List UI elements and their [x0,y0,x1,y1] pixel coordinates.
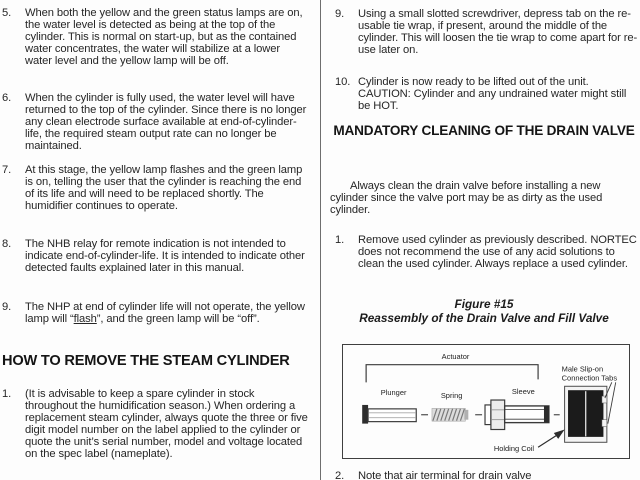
item-number: 7. [2,164,12,176]
list-item-1-left [2,388,308,461]
actuator-bracket [366,365,538,383]
item-text-after: ”, and the green lamp will be “off”. [96,313,260,326]
item-number: 1. [2,388,12,400]
connection-tab-top [602,396,607,403]
item-number: 6. [2,92,12,104]
item-text: Note that air terminal for drain valve [358,470,532,480]
spring-label: Spring [440,391,463,401]
list-item-7 [2,164,308,212]
list-item-8 [2,238,308,274]
item-text: Remove used cylinder as previously described. NORTEC does not recommend the use of any acid solutions to clean the used cylinder. Always replace a used cylinder. [358,234,637,271]
list-item-10 [330,76,638,112]
sleeve-label: Sleeve [511,387,535,397]
underlined-word: flash [73,313,97,326]
figure-caption-number: Figure #15 [454,297,514,311]
drain-valve-diagram [343,345,629,458]
spring-graphic [432,408,468,421]
column-divider [320,0,321,480]
item-number: 9. [2,301,12,313]
holding-coil-arrowhead-icon [554,430,565,439]
plunger-graphic [362,405,416,424]
item-number: 1. [335,234,345,246]
plunger-label: Plunger [380,388,407,398]
section-heading-remove-cylinder: HOW TO REMOVE THE STEAM CYLINDER [2,353,290,369]
section-heading-cleaning-drain-valve: MANDATORY CLEANING OF THE DRAIN VALVE [333,123,635,138]
connection-tab-bottom [602,420,607,427]
item-number: 5. [2,7,12,19]
item-text: (It is advisable to keep a spare cylinder in stock throughout the humidification season.) When ordering a replacement steam cylinder, always quote the three or five digit model number on the label applied to the cylinder or quote the unit’s serial number, model and voltage located on the spec label (nameplate). [25,388,308,461]
male-tabs-label-line2: Connection Tabs [561,373,618,383]
item-text: Cylinder is now ready to be lifted out of the unit. CAUTION: Cylinder and any undrained water might still be HOT. [358,76,627,113]
figure-caption [330,297,638,325]
list-item-1-right [330,234,638,270]
item-text: When the cylinder is fully used, the water level will have returned to the top of the cylinder. Since there is no longer any clean electrode surface available at end-of-cylinder-life, the required steam output rate can no longer be maintained. [25,92,307,153]
item-text: When both the yellow and the green status lamps are on, the water level is detected as being at the top of the cylinder. This is normal on start-up, but as the contained water concentrates, the water will stabilize at a lower water level and the yellow lamp will be off. [25,7,303,68]
male-tabs-label-line1: Male Slip-on [561,364,604,374]
item-text: Using a small slotted screwdriver, depress tab on the re-usable tie wrap, if present, around the middle of the cylinder. This will loosen the tie wrap to come apart for re-use later on. [358,8,638,57]
item-number: 9. [335,8,345,20]
intro-paragraph: Always clean the drain valve before installing a new cylinder since the valve port may be as dirty as the used cylinder. [330,180,603,217]
holding-coil-label: Holding Coil [493,444,535,454]
left-column [2,0,308,480]
figure-15-diagram [342,344,630,459]
figure-caption-title: Reassembly of the Drain Valve and Fill Valve [359,311,609,325]
item-number: 8. [2,238,12,250]
item-text [25,301,308,325]
item-number: 2. [335,470,345,480]
item-number: 10. [335,76,351,88]
holding-coil-graphic [565,386,607,442]
sleeve-graphic [485,400,549,429]
list-item-9-right [330,8,638,56]
list-item-2-partial [330,470,638,480]
list-item-6 [2,92,308,152]
actuator-label: Actuator [441,351,470,361]
list-item-5 [2,7,308,67]
item-text-before: The NHP at end of cylinder life will not operate, the yellow lamp will “ [25,301,305,326]
item-text: At this stage, the yellow lamp flashes and the green lamp is on, telling the user that the cylinder is reaching the end of its life and will need to be replaced shortly. The humidifier continues to operate. [25,164,303,213]
item-text: The NHB relay for remote indication is not intended to indicate end-of-cylinder-life. It is intended to indicate other detected faults explained later in this manual. [25,238,305,275]
right-column [330,0,638,480]
list-item-9-left [2,301,308,325]
